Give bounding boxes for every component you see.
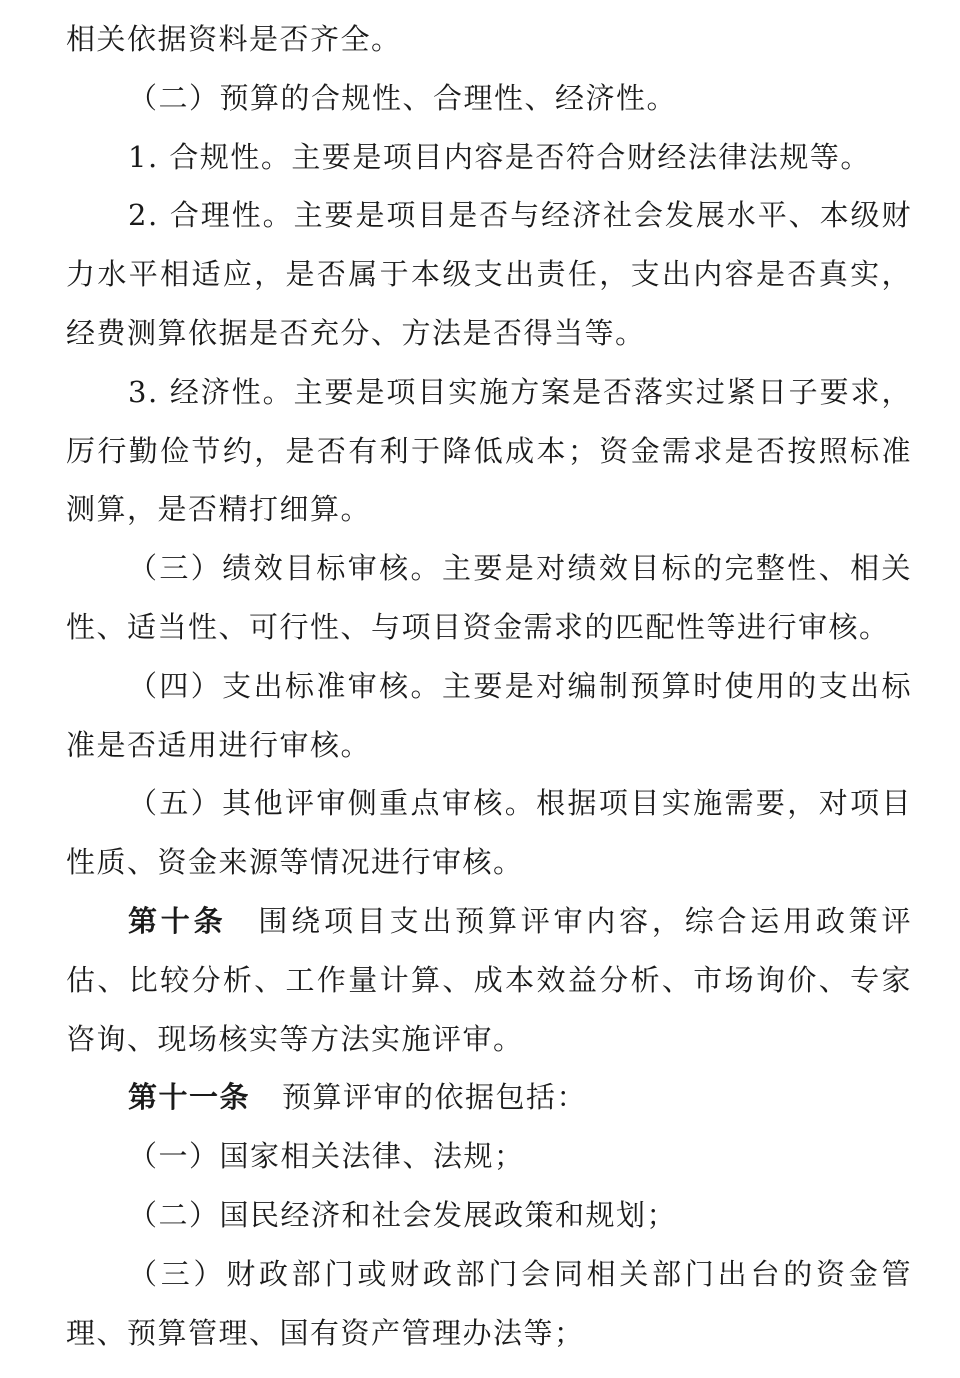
item-rationality: 2. 合理性。主要是项目是否与经济社会发展水平、本级财力水平相适应，是否属于本级支出责任，支出内容是否真实，经费测算依据是否充分、方法是否得当等。 [66,198,912,350]
section-performance-review: （三）绩效目标审核。主要是对绩效目标的完整性、相关性、适当性、可行性、与项目资金需求的匹配性等进行审核。 [66,551,912,644]
section-compliance-heading: （二）预算的合规性、合理性、经济性。 [128,80,678,115]
paragraph-continuation: 相关依据资料是否齐全。 [66,22,402,56]
basis-item-laws: （一）国家相关法律、法规； [128,1139,525,1174]
article-10-label: 第十条 [128,903,227,938]
item-economy: 3. 经济性。主要是项目实施方案是否落实过紧日子要求，厉行勤俭节约，是否有利于降低成本；资金需求是否按照标准测算，是否精打细算。 [66,374,912,527]
article-11 [66,1068,912,1127]
basis-item-policies: （二）国民经济和社会发展政策和规划； [128,1197,678,1232]
section-other-review: （五）其他评审侧重点审核。根据项目实施需要，对项目性质、资金来源等情况进行审核。 [66,786,912,880]
article-11-label: 第十一条 [128,1080,251,1115]
section-expenditure-standard: （四）支出标准审核。主要是对编制预算时使用的支出标准是否适用进行审核。 [66,668,912,762]
basis-item-management-measures: （三）财政部门或财政部门会同相关部门出台的资金管理、预算管理、国有资产管理办法等； [66,1256,912,1350]
article-10 [66,892,912,1068]
item-compliance: 1. 合规性。主要是项目内容是否符合财经法律法规等。 [128,139,871,174]
article-11-text: 预算评审的依据包括： [282,1080,588,1115]
article-10-text: 围绕项目支出预算评审内容，综合运用政策评估、比较分析、工作量计算、成本效益分析、市场询价、专家咨询、现场核实等方法实施评审。 [66,903,912,1056]
